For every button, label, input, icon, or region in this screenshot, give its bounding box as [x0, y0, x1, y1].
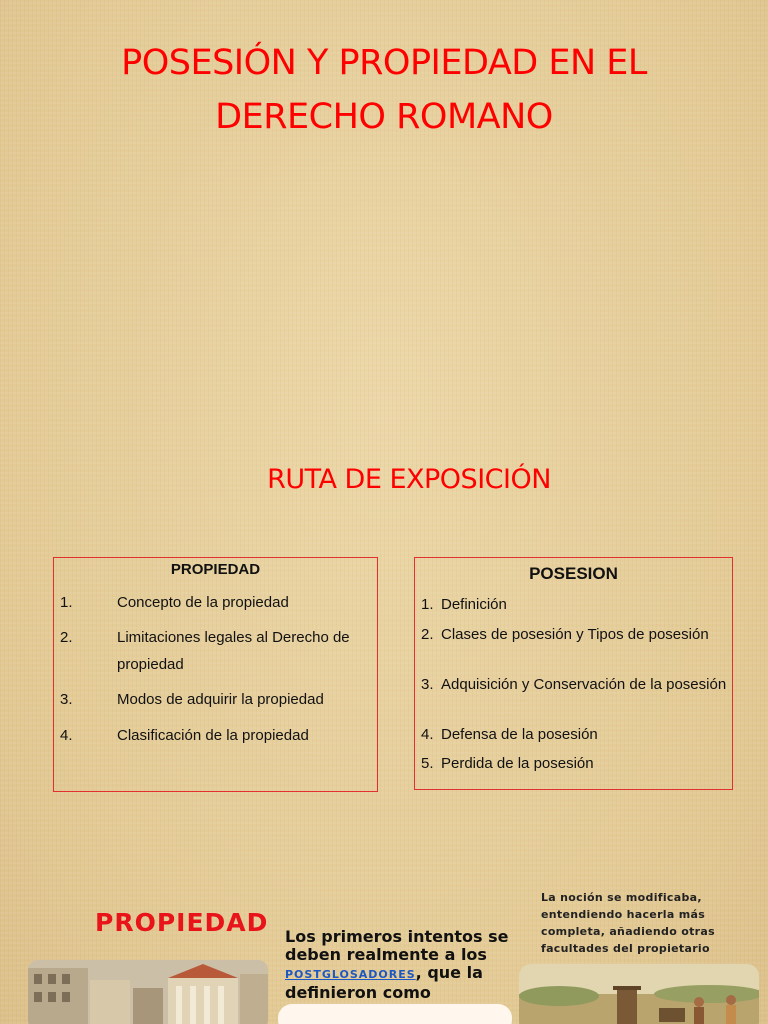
- postglosadores-link[interactable]: POSTGLOSADORES: [285, 968, 416, 981]
- roman-scene-illustration: [519, 964, 759, 1024]
- list-item-text: Defensa de la posesión: [441, 726, 598, 743]
- next-slide-note: La noción se modificaba, entendiendo hacerla más completa, añadiendo otras facultades del propietario: [541, 891, 715, 955]
- list-item-text: Concepto de la propiedad: [117, 594, 289, 611]
- list-item-number: 4.: [60, 727, 73, 744]
- list-item-number: 1.: [60, 594, 73, 611]
- posesion-box-heading: POSESION: [529, 564, 618, 583]
- list-item-number: 3.: [421, 676, 434, 693]
- posesion-box: [414, 557, 733, 790]
- list-item-number: 3.: [60, 691, 73, 708]
- route-title: RUTA DE EXPOSICIÓN: [267, 464, 551, 495]
- list-item-number: 2.: [421, 626, 434, 643]
- roman-scene-image: [519, 964, 759, 1024]
- list-item-text: Limitaciones legales al Derecho de propiedad: [117, 629, 350, 673]
- next-slide-heading: PROPIEDAD: [95, 908, 269, 937]
- list-item-text: Clasificación de la propiedad: [117, 727, 309, 744]
- definition-card: [278, 1004, 512, 1024]
- list-item-text: Modos de adquirir la propiedad: [117, 691, 324, 708]
- propiedad-box-heading: PROPIEDAD: [170, 561, 261, 578]
- list-item-number: 1.: [421, 596, 434, 613]
- roman-city-illustration: [28, 960, 268, 1024]
- list-item-text: Clases de posesión y Tipos de posesión: [441, 626, 709, 643]
- slide-title-line-2: DERECHO ROMANO: [215, 97, 553, 137]
- list-item-text: Perdida de la posesión: [441, 755, 594, 772]
- slide-title-line-1: POSESIÓN Y PROPIEDAD EN EL: [121, 43, 647, 83]
- roman-city-image: [28, 960, 268, 1024]
- list-item-text: Adquisición y Conservación de la posesión: [441, 676, 727, 693]
- intro-text-after: , que la definieron como: [285, 963, 483, 1002]
- list-item-number: 2.: [60, 629, 73, 646]
- intro-text-before: Los primeros intentos se deben realmente a los: [285, 927, 509, 964]
- list-item-number: 4.: [421, 726, 434, 743]
- list-item-number: 5.: [421, 755, 434, 772]
- propiedad-box: [53, 557, 378, 792]
- slide-title: [0, 36, 768, 144]
- list-item-text: Definición: [441, 596, 507, 613]
- next-slide-intro: [285, 928, 515, 1002]
